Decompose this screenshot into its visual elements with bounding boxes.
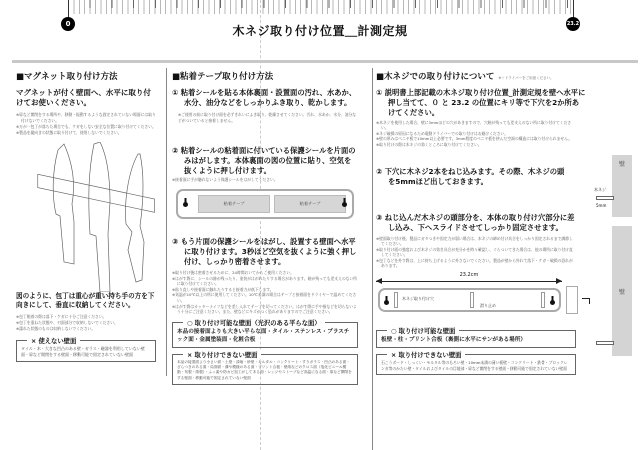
screw-step-1-note: ※木ネジを使用した場合、壁に3mmほどの穴があきますので、穴跡が残っても差支えのない所に取り付けてください。	[376, 120, 572, 131]
screw-section	[372, 68, 607, 450]
magnet-ng-title: × 使えない壁面	[27, 336, 80, 345]
knife-3	[126, 154, 145, 282]
tape-step-3-note: ※取り付け後は密着させるために、24時間おいてからご使用ください。	[172, 270, 294, 275]
magnet-note: ※万が一包丁が落ちた場合でも、ケガをしない安全な位置に取り付けてください。	[16, 124, 156, 129]
tape-ng-text: 本品の接着面より小さい面・土壁・漆喰・砂壁・モルタル・コンクリート・すりガラス・凹凸のある面・ざらつきのある面・局面面・溝や模様のある面・プリント合板・壁紙などのクロス面（塩化ビニール樹脂・布製・紙製）・ふっ素や防カビ加工がしてある面・レンジやストーブなど高温になる面・扉など開閉をする壁面・移動可能で固定されていない壁面	[177, 359, 352, 380]
keyhole-icon	[550, 296, 555, 306]
stopper-label: 滑り止め	[480, 303, 496, 309]
tape-ng-title: × 取り付けできない壁面	[183, 350, 261, 359]
knife-rack-illustration	[16, 142, 156, 292]
screw-mount-diagram	[376, 288, 604, 322]
magnet-ng-text: タイル・木・大きな凹凸のある壁・ガラス・磁器を利用していない壁面・扉など開閉をする壁面・移動可能で固定されていない壁面	[21, 346, 145, 357]
keyhole-icon	[384, 296, 389, 306]
tape-pad: 粘着テープ	[274, 195, 346, 213]
ruler-start-marker: 0	[61, 17, 75, 31]
page-title: 木ネジ取り付け位置＿計測定規	[232, 24, 408, 38]
screw-step-1-notes	[376, 120, 576, 147]
ruler-end-marker: 23.2	[566, 17, 580, 31]
screw-ng-title: × 取り付けできない壁面	[387, 350, 465, 359]
tape-step-2-note: ※接着面に手が触れないよう保護シールをはがしてください。	[172, 177, 278, 182]
mm-label: 5mm	[596, 203, 607, 208]
screw-step-3-note: ※取り付け面の強度および木ネジの効き具合が充分かを時々確認し、ぐらついてきた場合は、他の場所に取り付け直してください。	[376, 246, 573, 258]
arrow-right-icon	[556, 278, 562, 284]
magnet-storage-note: ※包丁脱着の際は落下・ケガに十分ご注意ください。	[16, 314, 107, 319]
stopper-pad	[394, 292, 398, 308]
stopper-pad	[470, 292, 474, 308]
dimension-line	[376, 272, 562, 288]
header-rule	[12, 60, 638, 63]
magnet-storage-note: ※包丁を重ねた状態や、刃面部分で収納しないでください。	[16, 320, 118, 325]
ruler-major-ticks	[68, 0, 573, 8]
screw-ok-title: ○ 取り付け可能な壁面	[387, 326, 459, 335]
hole-label: 木ネジ取り付け穴	[402, 296, 434, 302]
tape-step-3-note: ※貼り直しや接着面に触れたりすると接着力が低下します。	[172, 286, 274, 292]
magnet-heading: ■マグネット取り付け方法	[16, 72, 118, 82]
tape-step-1-note: ※ご使用の前に取り付け面を必ずきれいにふき取り、乾燥させてください。汚れ、水あか、水分、油分などがついていると接着しません。	[178, 112, 357, 123]
screw-ng-box	[376, 354, 576, 375]
dimension-arrow	[376, 281, 562, 282]
screw-ok-box	[376, 330, 576, 348]
screw-step-3-note: ※壁面取り付け後、製品にガタつきや固定力が弱い場合は、木ネジの締め付け具合をしっかり固定されるまで調節してください。	[376, 236, 573, 247]
screw-step-1-note: ※壁の厚みはベニヤ板で10mm以上必要です。3mm程度のベニヤ板を挟んだ空洞の構造には取り付けられません。	[376, 136, 573, 142]
tape-ok-box	[172, 319, 358, 348]
magnet-notes	[16, 112, 156, 136]
keyhole-icon	[342, 198, 347, 208]
arrow-left-icon	[376, 278, 382, 284]
screw-icon	[596, 341, 614, 345]
tape-step-3-note: ※はがす際に、シールの跡が残ったり、塗装がはがれたりする場合があります。跡が残っても差支えのない所に取り付けてください。	[172, 275, 358, 287]
tape-step-2: ② 粘着シールの粘着面に付いている保護シールを片面のみはがします。本体裏面の図の位置に貼り、空気を抜くように押し付けます。	[172, 146, 356, 175]
magnet-storage-lead: 図のように、包丁は重心が重い持ち手の方を下向きにして、垂直に収納してください。	[16, 292, 155, 309]
tape-step-3-note: ※気温が10℃以上の所に使用してください。10℃未満の場合はテープと接着面をドライヤーで温めてください。	[172, 292, 357, 303]
magnet-storage-notes	[16, 314, 156, 332]
screw-heading: ■木ネジでの取り付けについて	[376, 72, 495, 82]
screw-step-1: ① 説明書上部記載の木ネジ取り付け位置_計測定規を壁へ水平に押し当てて、０ と 23.2 の位置にキリ等で下穴を2か所あけてください。	[376, 88, 586, 117]
magnet-bar	[38, 174, 155, 212]
tape-ok-title: ○ 取り付け可能な壁面（光沢のある平らな面）	[183, 318, 325, 327]
wall-illustration-1	[612, 155, 632, 217]
screw-label: 木ネジ	[594, 187, 606, 192]
dimension-label: 23.2cm	[459, 272, 479, 279]
wall-label: 壁	[618, 161, 625, 168]
tape-step-1: ① 粘着シールを貼る本体裏面・設置面の汚れ、水あか、水分、油分などをしっかりふき取り、乾かします。	[172, 88, 357, 107]
wall-label: 壁	[618, 288, 625, 296]
tape-step-3-notes	[172, 270, 358, 315]
stopper-pad	[541, 292, 545, 308]
magnet-note: ※製品を縦向きの状態に取り付けて、使用しないでください。	[16, 130, 122, 135]
knife-2	[89, 142, 110, 292]
screw-step-1-note: ※取り付けの際は木ネジの効くところに取り付けてください。	[376, 141, 482, 147]
tape-ok-text: 本品の接着面よりも大きい平らな面・タイル・ステンレス・プラスチック面・金属塗装面・化粧合板	[177, 328, 350, 343]
slide-arrow-icon	[582, 298, 590, 304]
screw-step-3: ③ ねじ込んだ木ネジの頭部分を、本体の取り付け穴部分に差し込み、下へスライドさせてしっかり固定させます。	[376, 213, 575, 233]
screw-step-2: ② 下穴に木ネジ2本をねじ込みます。その際、木ネジの頭を5mmほど出しておきます。	[376, 167, 565, 187]
screw-ng-text: 石こうボード・しっくい・モルタル等のもろい壁・10mm未満の薄い板壁・コンクリート・鉄骨・ブロックレンガ等のかたい壁・タイルおよびタイルの目地部・扉など開閉をする壁面・移動可能で固定されていない壁面	[381, 360, 568, 371]
screw-ok-text: 板壁・柱・プリント合板（裏側に水平にサンがある場所）	[381, 337, 526, 344]
side-view	[566, 286, 578, 314]
knife-1	[53, 144, 74, 264]
magnet-note: ※扉など開閉をする場所や、移動・振動するような固定されていない場面には取り付けないでください。	[16, 112, 156, 123]
tape-pad: 粘着テープ	[198, 195, 270, 213]
tape-step-3: ③ もう片面の保護シールをはがし、設置する壁面へ水平に取り付けます。3秒ほど空気を抜くように強く押し付け、しっかり密着させます。	[172, 237, 357, 266]
keyhole-icon	[183, 198, 188, 208]
mount-bar	[378, 288, 561, 312]
tape-position-diagram	[176, 189, 354, 219]
screw-step-3-notes	[376, 236, 576, 268]
screw-step-3-note: ※包丁などを外す際は、上に持ち上げるように外さないでください。製品が壁から外れて落下・ケガ・破損の恐れがあります。	[376, 257, 573, 269]
magnet-lead: マグネットが付く壁面へ、水平に取り付けてお使いください。	[16, 88, 151, 107]
magnet-section	[16, 64, 156, 450]
wall-illustration-2	[612, 226, 632, 356]
tape-ng-box	[172, 351, 358, 385]
tape-step-3-note: ※はがす際はカッターナイフなどを差し入れてテープを切ってください。はがす際に手や指などを切らないよう十分にご注意ください。また、壁などにキズがつく恐れがありますのでご注意ください。	[172, 303, 357, 315]
magnet-storage-note: ※濡れた状態のものは収納しないでください。	[16, 326, 96, 331]
tape-section	[166, 68, 358, 380]
magnet-ng-box	[16, 340, 156, 362]
screw-icon	[596, 196, 614, 200]
screw-step-1-note: ※ネジ破損の原因になるため電動ドライバーでの取り付けはお避けください。	[376, 130, 509, 136]
screw-heading-note: ※＋ドライバーをご用意ください。	[498, 76, 554, 80]
tape-heading: ■粘着テープ取り付け方法	[172, 72, 274, 82]
